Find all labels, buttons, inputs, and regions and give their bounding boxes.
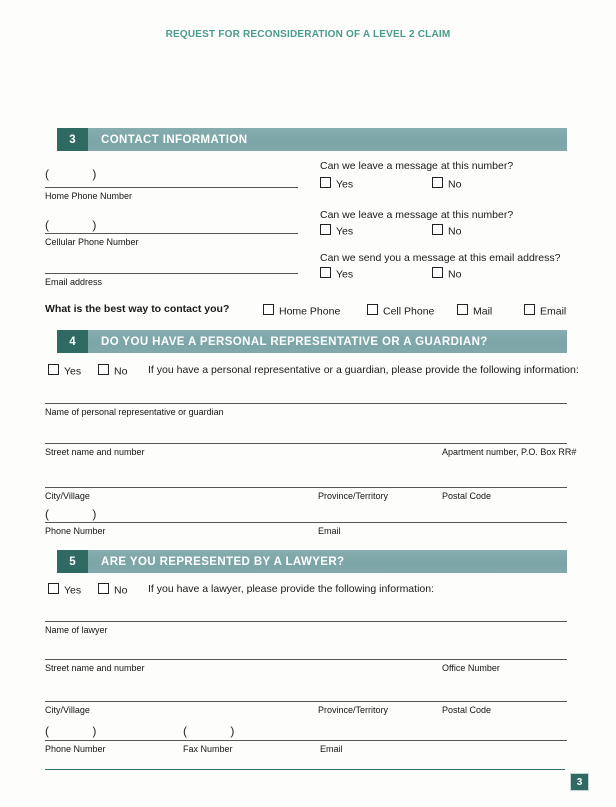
lawyer-city-label: City/Village bbox=[45, 705, 90, 715]
lawyer-name-input-line[interactable] bbox=[45, 621, 567, 622]
email-input-line[interactable] bbox=[45, 273, 298, 274]
home-phone-message-yes[interactable] bbox=[320, 177, 353, 191]
checkbox-icon[interactable] bbox=[48, 583, 59, 594]
representative-apartment-label: Apartment number, P.O. Box RR# bbox=[442, 447, 577, 457]
no-label: No bbox=[114, 365, 128, 378]
home-phone-message-no[interactable] bbox=[432, 177, 461, 191]
checkbox-icon[interactable] bbox=[432, 267, 443, 278]
lawyer-city-input-line[interactable] bbox=[45, 701, 567, 702]
lawyer-phone-input-line[interactable] bbox=[45, 740, 567, 741]
cell-phone-message-no[interactable] bbox=[432, 224, 461, 238]
best-way-home-phone[interactable] bbox=[263, 304, 340, 318]
footer-divider bbox=[45, 769, 565, 770]
yes-label: Yes bbox=[336, 268, 354, 281]
lawyer-email-label: Email bbox=[320, 744, 343, 754]
option-label: Mail bbox=[473, 305, 493, 318]
representative-name-label: Name of personal representative or guardian bbox=[45, 407, 224, 417]
email-message-question: Can we send you a message at this email address? bbox=[320, 252, 561, 264]
page-number-badge: 3 bbox=[571, 774, 588, 790]
representative-yes[interactable] bbox=[48, 364, 81, 378]
no-label: No bbox=[114, 584, 128, 597]
no-label: No bbox=[448, 268, 462, 281]
option-label: Home Phone bbox=[279, 305, 341, 318]
home-phone-label: Home Phone Number bbox=[45, 191, 133, 201]
lawyer-province-label: Province/Territory bbox=[318, 705, 389, 715]
option-label: Cell Phone bbox=[383, 305, 435, 318]
lawyer-no[interactable] bbox=[98, 583, 127, 597]
no-label: No bbox=[448, 225, 462, 238]
best-way-cell-phone[interactable] bbox=[367, 304, 434, 318]
cell-phone-label: Cellular Phone Number bbox=[45, 237, 139, 247]
lawyer-office-label: Office Number bbox=[442, 663, 500, 673]
checkbox-icon[interactable] bbox=[320, 177, 331, 188]
representative-province-label: Province/Territory bbox=[318, 491, 389, 501]
checkbox-icon[interactable] bbox=[524, 304, 535, 315]
lawyer-yes[interactable] bbox=[48, 583, 81, 597]
checkbox-icon[interactable] bbox=[320, 224, 331, 235]
section-5-header bbox=[57, 550, 567, 573]
representative-email-label: Email bbox=[318, 526, 341, 536]
email-message-no[interactable] bbox=[432, 267, 461, 281]
checkbox-icon[interactable] bbox=[48, 364, 59, 375]
cell-phone-message-question: Can we leave a message at this number? bbox=[320, 209, 514, 221]
home-phone-message-question: Can we leave a message at this number? bbox=[320, 160, 514, 172]
section-4-number: 4 bbox=[57, 330, 88, 353]
representative-street-label: Street name and number bbox=[45, 447, 145, 457]
representative-street-input-line[interactable] bbox=[45, 443, 567, 444]
section-3-title: CONTACT INFORMATION bbox=[101, 133, 248, 146]
lawyer-phone-label: Phone Number bbox=[45, 744, 106, 754]
cell-phone-input-line[interactable] bbox=[45, 233, 298, 234]
best-way-mail[interactable] bbox=[457, 304, 492, 318]
representative-name-input-line[interactable] bbox=[45, 403, 567, 404]
lawyer-instruction: If you have a lawyer, please provide the following information: bbox=[148, 583, 434, 595]
section-3-header bbox=[57, 128, 567, 151]
lawyer-street-input-line[interactable] bbox=[45, 659, 567, 660]
best-way-question: What is the best way to contact you? bbox=[45, 303, 230, 315]
section-3-number: 3 bbox=[57, 128, 88, 151]
checkbox-icon[interactable] bbox=[432, 224, 443, 235]
lawyer-postal-label: Postal Code bbox=[442, 705, 492, 715]
section-5-title: ARE YOU REPRESENTED BY A LAWYER? bbox=[101, 555, 345, 568]
best-way-email[interactable] bbox=[524, 304, 566, 318]
representative-phone-area-code-field[interactable]: ( ) bbox=[45, 507, 97, 521]
cell-phone-message-yes[interactable] bbox=[320, 224, 353, 238]
checkbox-icon[interactable] bbox=[432, 177, 443, 188]
section-5-number: 5 bbox=[57, 550, 88, 573]
checkbox-icon[interactable] bbox=[320, 267, 331, 278]
representative-no[interactable] bbox=[98, 364, 127, 378]
cell-phone-area-code-field[interactable]: ( ) bbox=[45, 218, 97, 232]
representative-phone-input-line[interactable] bbox=[45, 522, 567, 523]
representative-city-input-line[interactable] bbox=[45, 487, 567, 488]
yes-label: Yes bbox=[64, 584, 82, 597]
checkbox-icon[interactable] bbox=[457, 304, 468, 315]
checkbox-icon[interactable] bbox=[98, 364, 109, 375]
lawyer-fax-area-code-field[interactable]: ( ) bbox=[183, 724, 235, 738]
representative-postal-label: Postal Code bbox=[442, 491, 492, 501]
checkbox-icon[interactable] bbox=[98, 583, 109, 594]
checkbox-icon[interactable] bbox=[367, 304, 378, 315]
page-title: REQUEST FOR RECONSIDERATION OF A LEVEL 2 CLAIM bbox=[165, 29, 451, 40]
yes-label: Yes bbox=[336, 178, 354, 191]
lawyer-phone-area-code-field[interactable]: ( ) bbox=[45, 724, 97, 738]
yes-label: Yes bbox=[336, 225, 354, 238]
email-label: Email address bbox=[45, 277, 103, 287]
representative-phone-label: Phone Number bbox=[45, 526, 106, 536]
representative-city-label: City/Village bbox=[45, 491, 90, 501]
checkbox-icon[interactable] bbox=[263, 304, 274, 315]
lawyer-name-label: Name of lawyer bbox=[45, 625, 108, 635]
representative-instruction: If you have a personal representative or a guardian, please provide the following information: bbox=[148, 364, 579, 376]
section-4-title: DO YOU HAVE A PERSONAL REPRESENTATIVE OR A GUARDIAN? bbox=[101, 335, 488, 348]
section-4-header bbox=[57, 330, 567, 353]
lawyer-street-label: Street name and number bbox=[45, 663, 145, 673]
home-phone-input-line[interactable] bbox=[45, 187, 298, 188]
option-label: Email bbox=[540, 305, 567, 318]
no-label: No bbox=[448, 178, 462, 191]
home-phone-area-code-field[interactable]: ( ) bbox=[45, 167, 97, 181]
yes-label: Yes bbox=[64, 365, 82, 378]
lawyer-fax-label: Fax Number bbox=[183, 744, 233, 754]
email-message-yes[interactable] bbox=[320, 267, 353, 281]
